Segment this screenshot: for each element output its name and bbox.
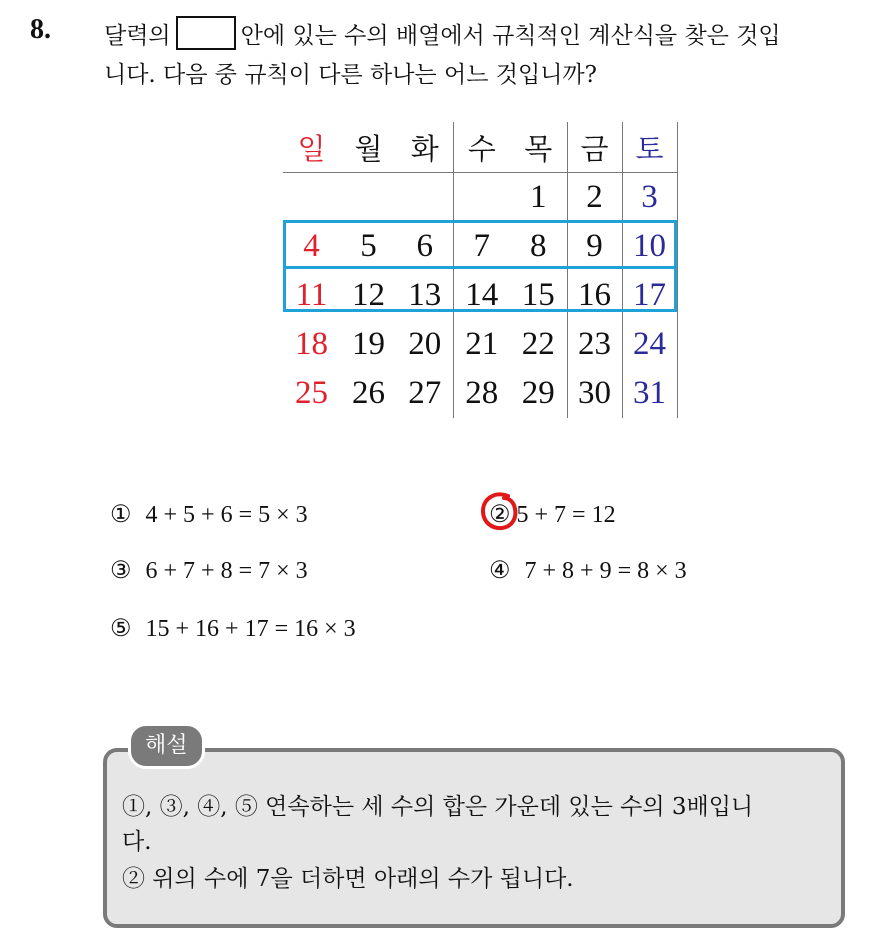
calendar-cell: 8 (510, 222, 567, 271)
explanation-line-3: ② 위의 수에 7을 더하면 아래의 수가 됩니다. (122, 866, 574, 892)
question-text-after-blank: 안에 있는 수의 배열에서 규칙적인 계산식을 찾은 것입 (240, 23, 781, 49)
calendar-cell (453, 173, 510, 223)
calendar-cell: 27 (397, 369, 453, 418)
calendar-cell: 17 (622, 271, 677, 320)
choice-mark: ① (110, 502, 132, 528)
explanation-box (103, 748, 845, 928)
explanation-line-2: 다. (122, 829, 152, 855)
calendar-cell: 21 (465, 326, 499, 362)
day-header-fri: 금 (567, 122, 622, 173)
calendar-header-row (283, 122, 677, 173)
calendar-cell: 1 (510, 173, 567, 223)
day-header-thu: 목 (510, 122, 567, 173)
question-line-1 (104, 16, 781, 50)
choice-1 (110, 500, 308, 529)
calendar-cell: 3 (622, 173, 677, 223)
calendar-cell: 18 (295, 326, 328, 362)
calendar-cell: 26 (352, 375, 385, 411)
choice-text: 4 + 5 + 6 = 5 × 3 (145, 502, 308, 528)
calendar-cell: 20 (397, 320, 453, 369)
calendar-week (283, 320, 677, 369)
calendar-cell: 2 (567, 173, 622, 223)
calendar-cell (340, 173, 397, 223)
calendar-cell: 19 (352, 326, 385, 362)
choice-text: 7 + 8 + 9 = 8 × 3 (524, 558, 687, 584)
answer-circle-icon (478, 490, 520, 532)
choice-text: 15 + 16 + 17 = 16 × 3 (145, 616, 356, 642)
calendar-cell: 9 (567, 222, 622, 271)
day-header-sat: 토 (622, 122, 677, 173)
calendar-cell: 28 (465, 375, 499, 411)
calendar-cell (283, 173, 340, 223)
calendar-cell: 12 (352, 277, 385, 313)
day-header-sun: 일 (283, 122, 340, 173)
calendar-cell: 11 (295, 277, 328, 313)
calendar-highlight-divider (283, 266, 677, 269)
calendar-cell (397, 173, 453, 223)
calendar-week (283, 173, 677, 223)
day-header-mon: 월 (340, 122, 397, 173)
choice-text: 6 + 7 + 8 = 7 × 3 (145, 558, 308, 584)
question-text-before-blank: 달력의 (104, 23, 171, 49)
calendar-cell: 7 (473, 228, 490, 264)
day-header-tue: 화 (397, 122, 453, 173)
choice-mark: ③ (110, 558, 132, 584)
calendar-cell: 16 (567, 271, 622, 320)
calendar-cell: 10 (622, 222, 677, 271)
explanation-tag: 해설 (128, 723, 205, 769)
question-line-2: 니다. 다음 중 규칙이 다른 하나는 어느 것입니까? (104, 62, 597, 88)
calendar-cell: 30 (567, 369, 622, 418)
calendar-cell: 24 (622, 320, 677, 369)
calendar-cell: 13 (397, 271, 453, 320)
day-header-wed: 수 (453, 122, 510, 173)
explanation-line-1: ①, ③, ④, ⑤ 연속하는 세 수의 합은 가운데 있는 수의 3배입니 (122, 794, 754, 820)
calendar-cell: 14 (465, 277, 499, 313)
choice-mark: ④ (489, 558, 511, 584)
choice-4 (489, 556, 687, 585)
choice-mark: ⑤ (110, 616, 132, 642)
blank-box (176, 16, 236, 50)
calendar-cell: 29 (510, 369, 567, 418)
calendar-cell: 31 (622, 369, 677, 418)
calendar-cell: 6 (397, 222, 453, 271)
choice-text: 5 + 7 = 12 (516, 502, 616, 528)
calendar-cell: 4 (303, 228, 320, 264)
question-number: 8. (30, 14, 51, 45)
choice-mark: ② (489, 502, 511, 528)
calendar-cell: 22 (510, 320, 567, 369)
calendar-week (283, 369, 677, 418)
choice-3 (110, 556, 308, 585)
calendar-cell: 23 (567, 320, 622, 369)
choice-5 (110, 614, 356, 643)
calendar-cell: 25 (295, 375, 328, 411)
calendar-cell: 5 (360, 228, 377, 264)
calendar-cell: 15 (510, 271, 567, 320)
